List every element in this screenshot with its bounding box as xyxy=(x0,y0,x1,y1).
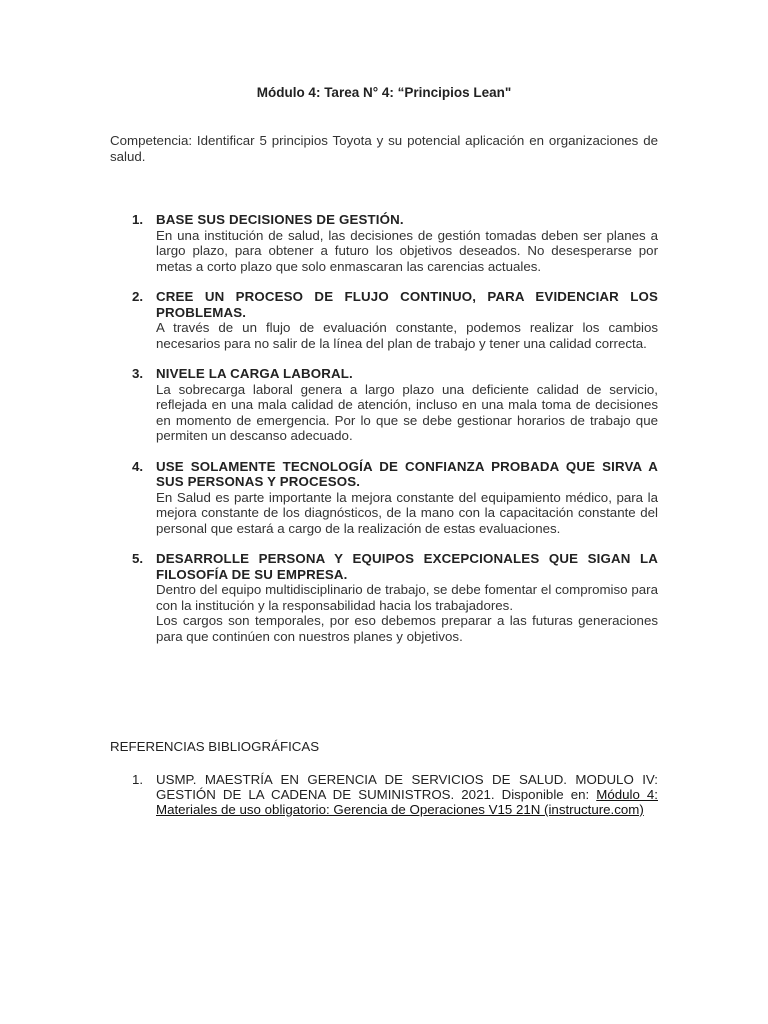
principle-item xyxy=(110,551,658,644)
principle-paragraph: Dentro del equipo multidisciplinario de trabajo, se debe fomentar el compromiso para con la institución y la responsabilidad hacia los trabajadores. xyxy=(156,582,658,613)
reference-number: 1. xyxy=(132,772,144,787)
principle-body xyxy=(156,490,658,537)
principle-body xyxy=(156,382,658,444)
principle-number: 2. xyxy=(132,289,144,304)
principle-number: 5. xyxy=(132,551,144,566)
principle-heading: DESARROLLE PERSONA Y EQUIPOS EXCEPCIONALES QUE SIGAN LA FILOSOFÍA DE SU EMPRESA. xyxy=(156,551,658,582)
principle-body xyxy=(156,228,658,275)
principle-item xyxy=(110,289,658,351)
principle-heading: CREE UN PROCESO DE FLUJO CONTINUO, PARA EVIDENCIAR LOS PROBLEMAS. xyxy=(156,289,658,320)
principle-paragraph: La sobrecarga laboral genera a largo plazo una deficiente calidad de servicio, reflejada en una mala calidad de atención, incluso en una mala toma de decisiones en momento de emergencia. Por lo que se debe gestionar horarios de trabajo que permiten un descanso adecuado. xyxy=(156,381,658,443)
principle-number: 3. xyxy=(132,366,144,381)
document-title: Módulo 4: Tarea N° 4: “Principios Lean" xyxy=(256,85,512,100)
reference-item xyxy=(110,772,658,817)
principle-number: 1. xyxy=(132,212,144,227)
competencia-paragraph: Competencia: Identificar 5 principios Toyota y su potencial aplicación en organizaciones de salud. xyxy=(110,133,658,164)
principle-item xyxy=(110,212,658,274)
references-list xyxy=(110,772,658,817)
principle-body xyxy=(156,320,658,351)
principle-paragraph: En Salud es parte importante la mejora constante del equipamiento médico, para la mejora constante de los diagnósticos, de la mano con la capacitación constante del personal que estará a cargo de la realización de estas evaluaciones. xyxy=(156,489,658,536)
principles-list xyxy=(110,212,658,659)
principle-paragraph: En una institución de salud, las decisiones de gestión tomadas deben ser planes a largo plazo, para obtener a futuro los objetivos deseados. No desesperarse por metas a corto plazo que solo enmascaran las carencias actuales. xyxy=(156,227,658,274)
principle-paragraph: A través de un flujo de evaluación constante, podemos realizar los cambios necesarios para no salir de la línea del plan de trabajo y tener una calidad correcta. xyxy=(156,320,658,351)
principle-number: 4. xyxy=(132,458,144,474)
principle-paragraph: Los cargos son temporales, por eso debemos preparar a las futuras generaciones para que continúen con nuestros planes y objetivos. xyxy=(156,613,658,644)
references-heading: REFERENCIAS BIBLIOGRÁFICAS xyxy=(110,739,320,754)
principle-heading: NIVELE LA CARGA LABORAL. xyxy=(156,366,353,381)
principle-heading: BASE SUS DECISIONES DE GESTIÓN. xyxy=(156,212,404,227)
principle-item xyxy=(110,366,658,444)
principle-item xyxy=(110,459,658,537)
principle-heading: USE SOLAMENTE TECNOLOGÍA DE CONFIANZA PROBADA QUE SIRVA A SUS PERSONAS Y PROCESOS. xyxy=(156,458,658,489)
reference-link[interactable]: Módulo 4: Materiales de uso obligatorio: Gerencia de Operaciones V15 21N (instructure.com) xyxy=(156,787,658,817)
principle-body xyxy=(156,582,658,644)
reference-text: USMP. MAESTRÍA EN GERENCIA DE SERVICIOS DE SALUD. MODULO IV: GESTIÓN DE LA CADENA DE SUMINISTROS. 2021. Disponible en: xyxy=(156,772,658,802)
